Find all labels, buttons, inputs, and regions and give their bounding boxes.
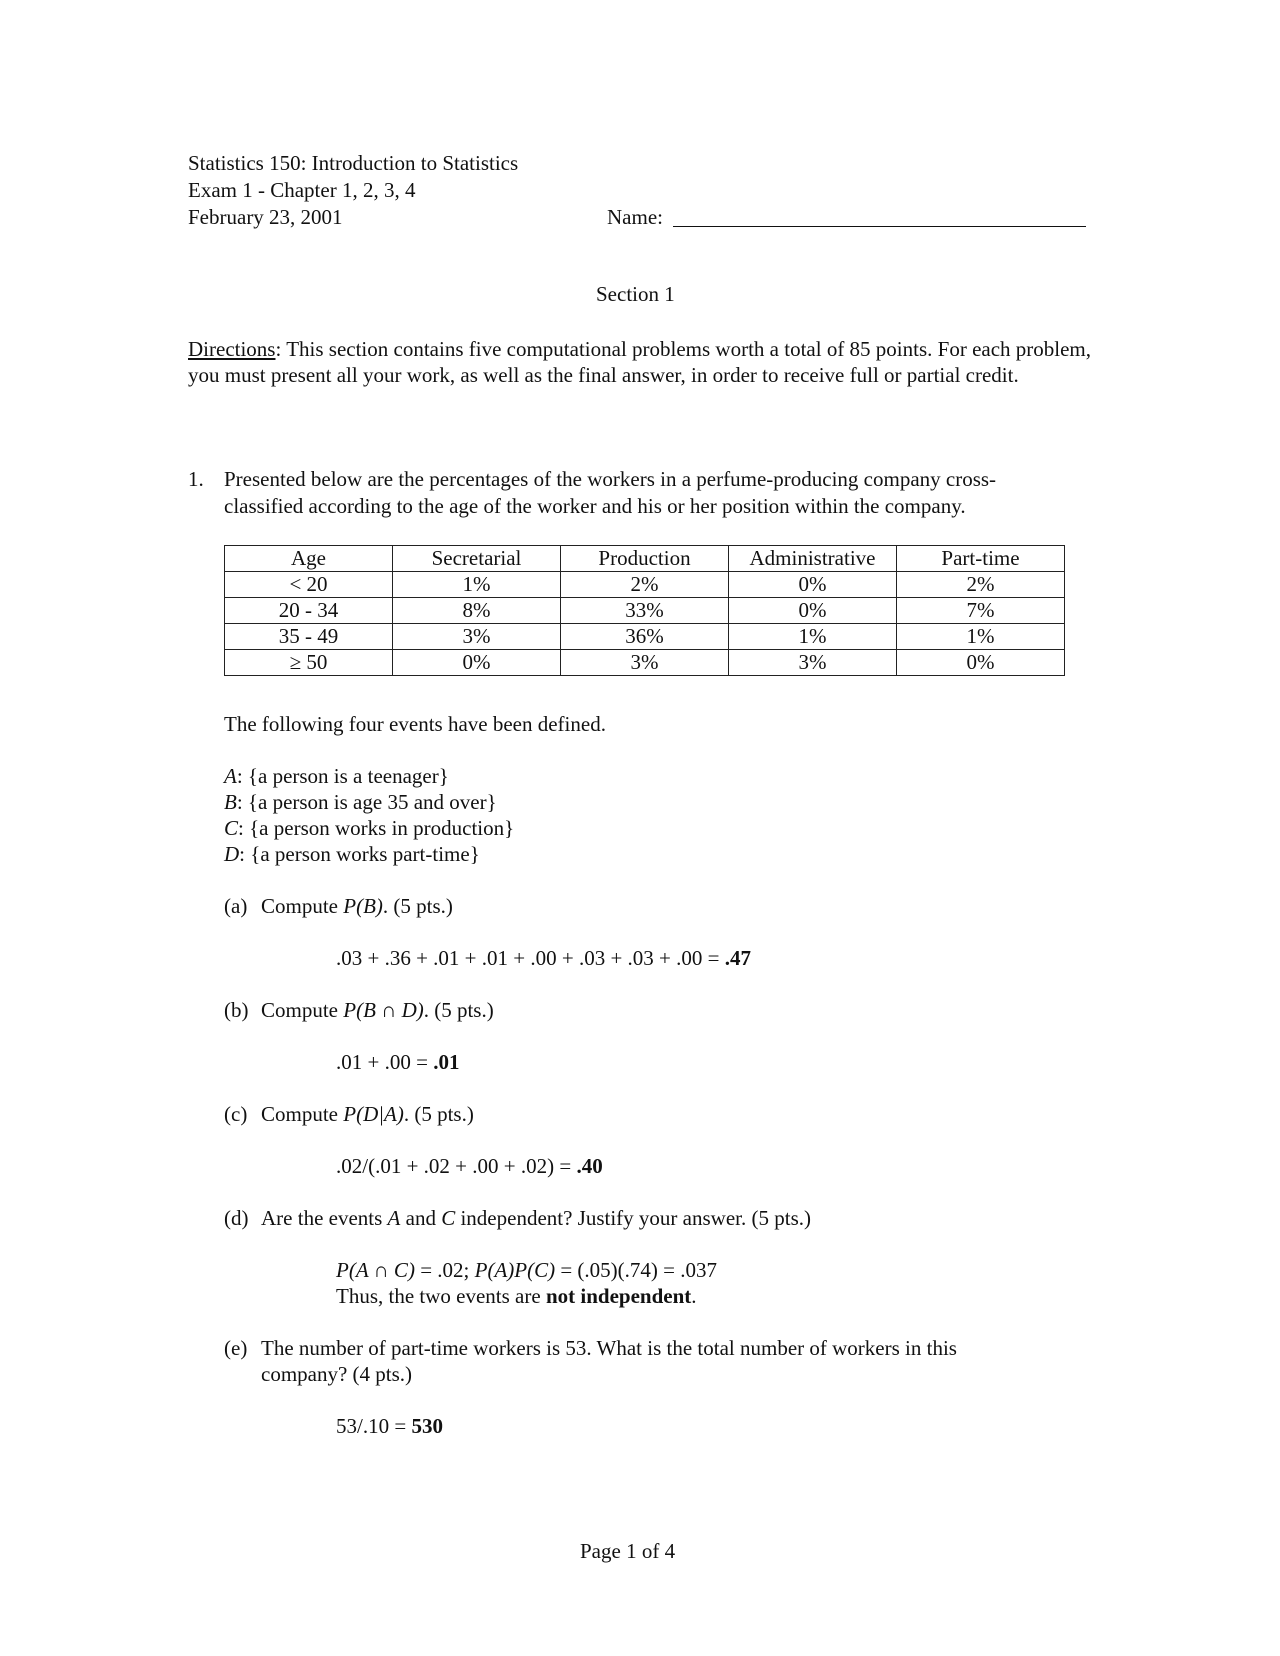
answer: .01 — [433, 1050, 460, 1074]
table-header-cell: Part-time — [897, 546, 1065, 572]
table-cell: 0% — [729, 598, 897, 624]
answer: .40 — [576, 1154, 603, 1178]
table-row — [225, 598, 1065, 624]
question-text: and — [400, 1206, 442, 1230]
part-d-work — [336, 1257, 717, 1283]
event-letter: D — [224, 842, 240, 866]
problem-number: 1. — [188, 467, 204, 491]
table-cell: 35 - 49 — [225, 624, 393, 650]
work-text: = .02; — [414, 1258, 475, 1282]
event-c — [224, 815, 514, 841]
directions-paragraph — [188, 336, 1100, 388]
question-text: Compute — [261, 998, 344, 1022]
course-title: Statistics 150: Introduction to Statistics — [188, 151, 519, 175]
work-text: .02/(.01 + .02 + .00 + .02) = — [336, 1154, 577, 1178]
table-row — [225, 572, 1065, 598]
events-intro: The following four events have been defined. — [224, 712, 606, 736]
directions-text: : This section contains five computational problems worth a total of 85 points. For each problem, you must present all your work, as well as the final answer, in order to receive full or partial credit. — [188, 337, 1092, 387]
table-cell: 3% — [561, 650, 729, 676]
table-cell: 2% — [897, 572, 1065, 598]
table-header-cell: Secretarial — [393, 546, 561, 572]
table-cell: 7% — [897, 598, 1065, 624]
math-expression: P(A ∩ C) — [336, 1258, 415, 1282]
part-e-work — [336, 1413, 443, 1439]
work-text: Thus, the two events are — [336, 1284, 546, 1308]
work-text: = (.05)(.74) = .037 — [555, 1258, 718, 1282]
work-text: .01 + .00 = — [336, 1050, 434, 1074]
part-c-work — [336, 1153, 603, 1179]
part-b-question — [261, 997, 494, 1023]
answer: 530 — [411, 1414, 443, 1438]
table-cell: 33% — [561, 598, 729, 624]
exam-title: Exam 1 - Chapter 1, 2, 3, 4 — [188, 178, 416, 202]
part-d-question — [261, 1205, 811, 1231]
table-cell: ≥ 50 — [225, 650, 393, 676]
question-text: . (5 pts.) — [382, 894, 453, 918]
table-cell: 0% — [393, 650, 561, 676]
table-header-cell: Age — [225, 546, 393, 572]
table-cell: 2% — [561, 572, 729, 598]
question-text: . (5 pts.) — [423, 998, 494, 1022]
table-row — [225, 650, 1065, 676]
event-text: : {a person works part-time} — [239, 842, 480, 866]
problem-intro-line-1: Presented below are the percentages of the workers in a perfume-producing company cross- — [224, 467, 997, 491]
answer: .47 — [724, 946, 751, 970]
math-expression: P(B ∩ D) — [343, 998, 424, 1022]
event-text: : {a person works in production} — [238, 816, 515, 840]
answer: not independent — [545, 1284, 692, 1308]
math-expression: P(D|A) — [343, 1102, 404, 1126]
event-text: : {a person is age 35 and over} — [236, 790, 497, 814]
part-d-conclusion — [336, 1283, 697, 1309]
part-b-work — [336, 1049, 459, 1075]
question-text: Compute — [261, 894, 344, 918]
page-number: Page 1 of 4 — [580, 1539, 676, 1563]
table-cell: 1% — [729, 624, 897, 650]
part-c-label: (c) — [224, 1102, 248, 1126]
event-text: : {a person is a teenager} — [236, 764, 449, 788]
part-e-question-line-2: company? (4 pts.) — [261, 1362, 413, 1386]
part-e-label: (e) — [224, 1336, 248, 1360]
question-text: independent? Justify your answer. (5 pts.) — [455, 1206, 811, 1230]
question-text: . (5 pts.) — [403, 1102, 474, 1126]
event-letter: B — [224, 790, 237, 814]
section-title: Section 1 — [596, 282, 675, 306]
table-header-row — [225, 546, 1065, 572]
math-expression: A — [387, 1206, 401, 1230]
part-a-question — [261, 893, 453, 919]
name-label: Name: — [607, 205, 663, 229]
part-e-question-line-1: The number of part-time workers is 53. What is the total number of workers in this — [261, 1336, 957, 1360]
table-cell: < 20 — [225, 572, 393, 598]
part-b-label: (b) — [224, 998, 249, 1022]
work-text: . — [691, 1284, 697, 1308]
table-cell: 3% — [729, 650, 897, 676]
event-b — [224, 789, 497, 815]
math-expression: P(A)P(C) — [474, 1258, 556, 1282]
table-cell: 1% — [393, 572, 561, 598]
exam-date: February 23, 2001 — [188, 205, 343, 229]
event-d — [224, 841, 480, 867]
work-text: 53/.10 = — [336, 1414, 412, 1438]
cross-classification-table — [224, 545, 1065, 676]
table-cell: 0% — [897, 650, 1065, 676]
table-cell: 0% — [729, 572, 897, 598]
table-cell: 8% — [393, 598, 561, 624]
name-blank-line[interactable] — [673, 226, 1086, 227]
table-cell: 20 - 34 — [225, 598, 393, 624]
work-text: .03 + .36 + .01 + .01 + .00 + .03 + .03 + .00 = — [336, 946, 725, 970]
question-text: Are the events — [261, 1206, 388, 1230]
table-cell: 1% — [897, 624, 1065, 650]
table-header-cell: Production — [561, 546, 729, 572]
part-c-question — [261, 1101, 474, 1127]
part-a-label: (a) — [224, 894, 248, 918]
directions-label: Directions — [188, 337, 276, 361]
question-text: Compute — [261, 1102, 344, 1126]
math-expression: P(B) — [343, 894, 383, 918]
table-header-cell: Administrative — [729, 546, 897, 572]
math-expression: C — [441, 1206, 456, 1230]
table-cell: 3% — [393, 624, 561, 650]
event-letter: A — [224, 764, 237, 788]
table-row — [225, 624, 1065, 650]
event-a — [224, 763, 449, 789]
problem-intro-line-2: classified according to the age of the worker and his or her position within the company. — [224, 494, 966, 518]
part-a-work — [336, 945, 751, 971]
event-letter: C — [224, 816, 239, 840]
part-d-label: (d) — [224, 1206, 249, 1230]
table-cell: 36% — [561, 624, 729, 650]
